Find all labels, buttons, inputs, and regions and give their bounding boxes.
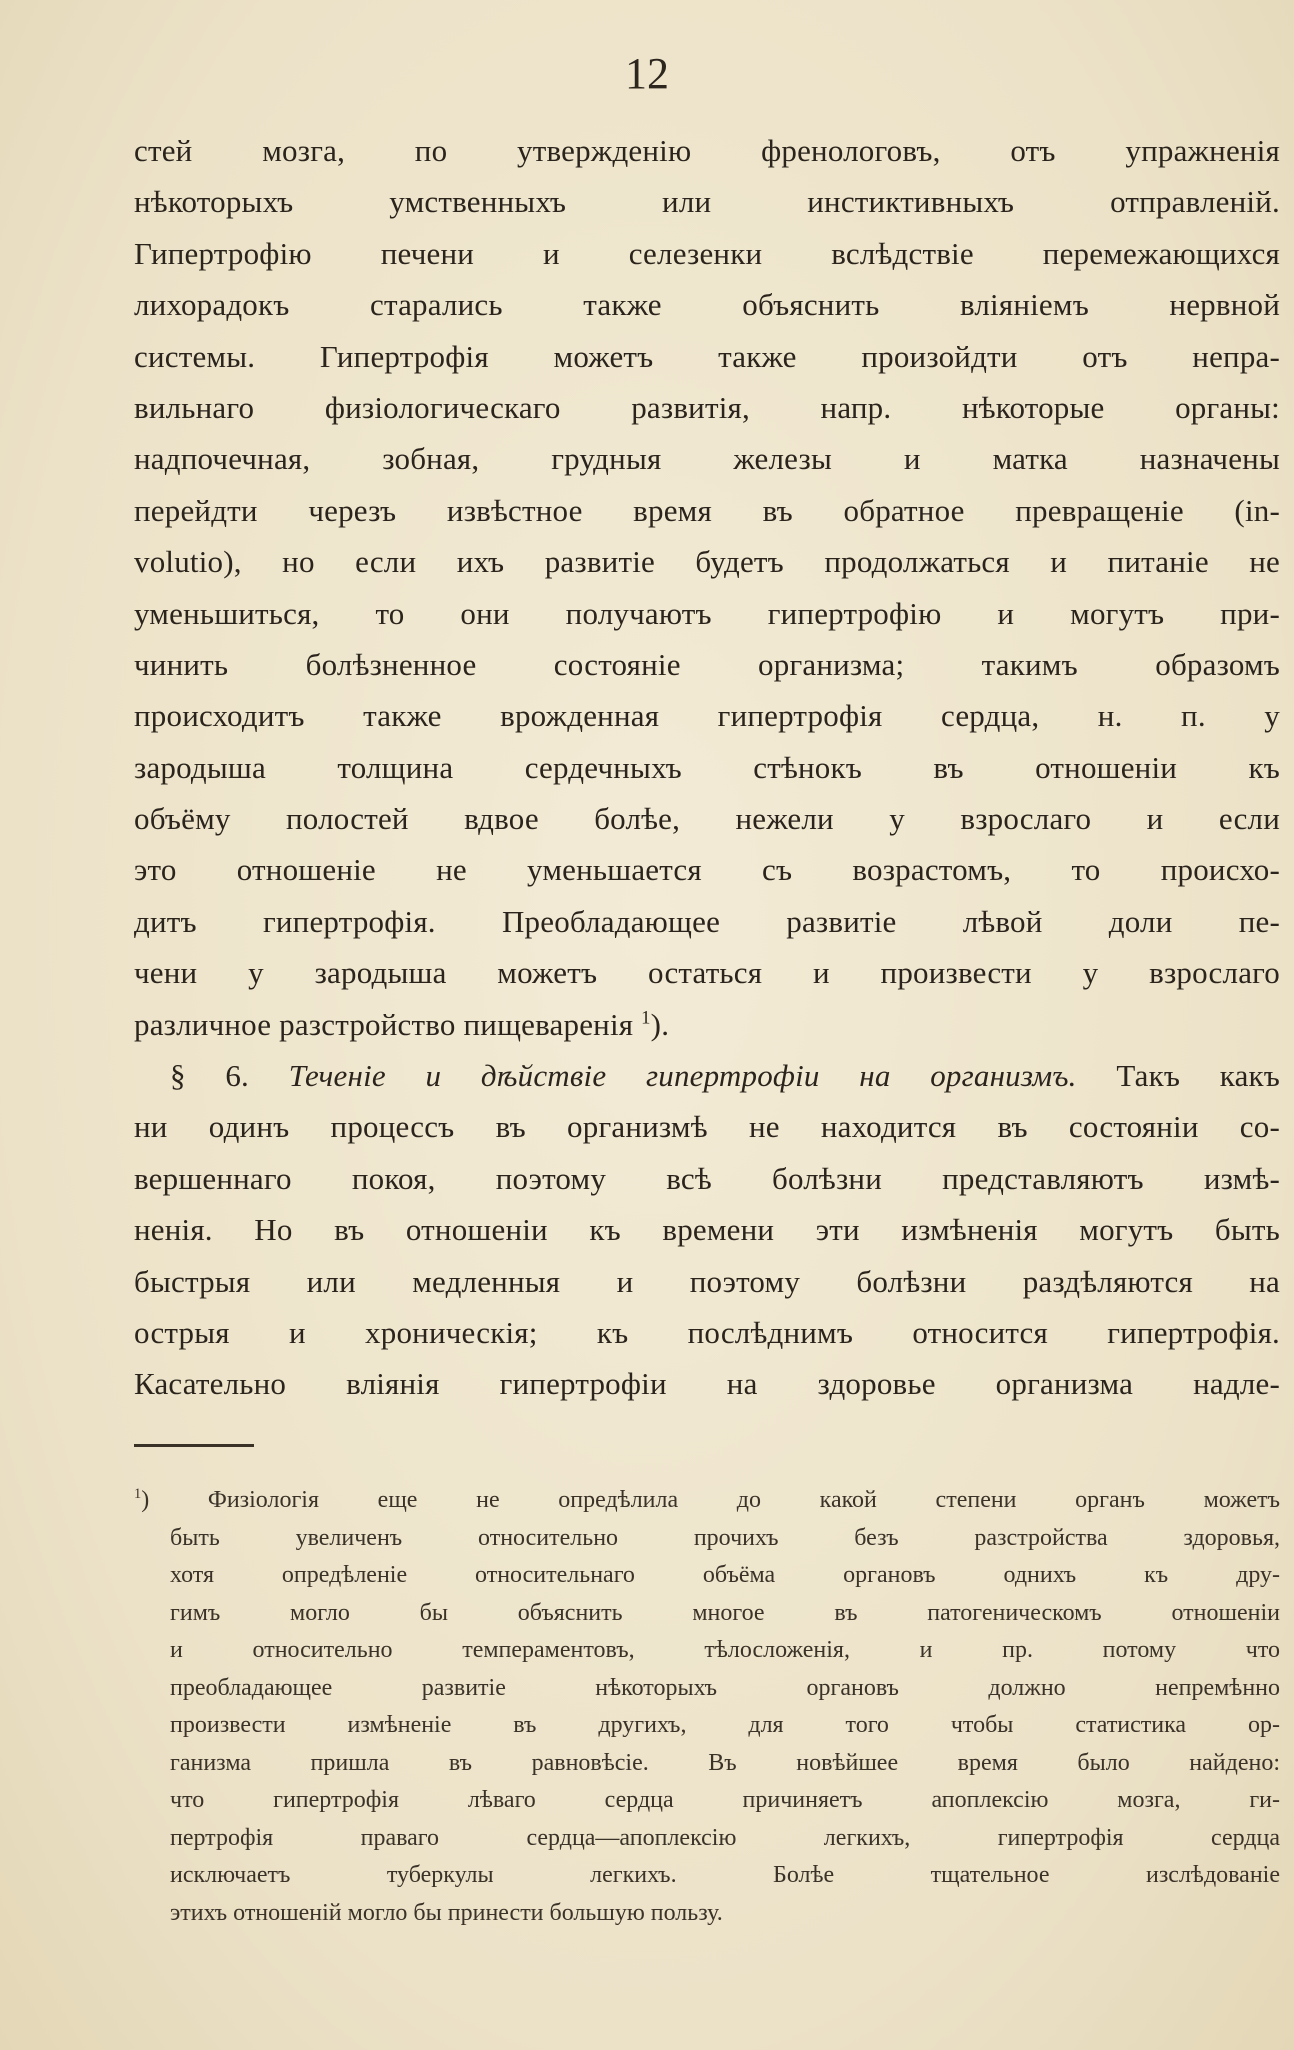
section-title: Теченіе и дѣйствіе гипертрофіи на организмъ. [288, 1058, 1077, 1094]
footnote-mark: 1 [134, 1486, 142, 1502]
text-line: объёму полостей вдвое болѣе, нежели у взрослаго и если [134, 801, 1280, 837]
footnote-line: исключаетъ туберкулы легкихъ. Болѣе тщательное изслѣдованіе [170, 1862, 1280, 1888]
footnote-line: пертрофія праваго сердца—апоплексію легкихъ, гипертрофія сердца [170, 1824, 1280, 1851]
footnote-line: и относительно темпераментовъ, тѣлосложенія, и пр. потому что [170, 1637, 1280, 1663]
page-number: 12 [625, 49, 669, 98]
text-line: чени у зародыша можетъ остаться и произвести у взрослаго [134, 955, 1280, 991]
text-line: быстрыя или медленныя и поэтому болѣзни раздѣляются на [134, 1263, 1280, 1299]
text-line: уменьшиться, то они получаютъ гипертрофію и могутъ при- [134, 595, 1280, 631]
text-fragment: различное разстройство пищеваренія [134, 1006, 634, 1042]
text-line: дитъ гипертрофія. Преобладающее развитіе лѣвой доли пе- [134, 903, 1280, 939]
footnote [134, 1482, 1280, 1932]
text-line-paragraph-end [134, 999, 1280, 1050]
footnote-line: этихъ отношеній могло бы принести большую пользу. [170, 1899, 723, 1926]
text-line: системы. Гипертрофія можетъ также произойдти отъ непра- [134, 338, 1280, 374]
section-heading-line [134, 1050, 1280, 1101]
footnote-text: ) Физіологія еще не опредѣлила до какой степени органъ можетъ [141, 1487, 1280, 1513]
footnote-line: что гипертрофія лѣваго сердца причиняетъ апоплексію мозга, ги- [170, 1787, 1280, 1813]
text-line: это отношеніе не уменьшается съ возрастомъ, то происхо- [134, 852, 1280, 888]
text-line: стей мозга, по утвержденію френологовъ, отъ упражненія [134, 133, 1280, 168]
text-line: чинить болѣзненное состояніе организма; такимъ образомъ [134, 646, 1280, 682]
text-line: зародыша толщина сердечныхъ стѣнокъ въ отношеніи къ [134, 749, 1280, 785]
text-line: Касательно вліянія гипертрофіи на здоровье организма надле- [134, 1366, 1280, 1402]
footnote-line: произвести измѣненіе въ другихъ, для того чтобы статистика ор- [170, 1712, 1280, 1738]
footnote-reference: 1 [641, 1007, 651, 1029]
footnote-line: гимъ могло бы объяснить многое въ патогеническомъ отношеніи [170, 1599, 1280, 1626]
text-line: ни одинъ процессъ въ организмѣ не находится въ состояніи со- [134, 1109, 1280, 1145]
text-line: надпочечная, зобная, грудныя железы и матка назначены [134, 441, 1280, 477]
text-line: вильнаго физіологическаго развитія, напр. нѣкоторые органы: [134, 389, 1280, 425]
footnote-line [134, 1482, 1280, 1520]
text-line: происходитъ также врожденная гипертрофія сердца, н. п. у [134, 698, 1280, 734]
footnote-line: преобладающее развитіе нѣкоторыхъ органовъ должно непремѣнно [170, 1674, 1280, 1701]
text-fragment: ). [650, 1006, 670, 1042]
text-line: перейдти черезъ извѣстное время въ обратное превращеніе (in- [134, 492, 1280, 528]
footnote-line: ганизма пришла въ равновѣсіе. Въ новѣйшее время было найдено: [170, 1749, 1280, 1776]
text-line: острыя и хроническія; къ послѣднимъ относится гипертрофія. [134, 1314, 1280, 1350]
text-fragment: Такъ какъ [1116, 1058, 1280, 1094]
footnote-line: хотя опредѣленіе относительнаго объёма органовъ однихъ къ дру- [170, 1562, 1280, 1588]
text-line: лихорадокъ старались также объяснить вліяніемъ нервной [134, 287, 1280, 323]
text-line: Гипертрофію печени и селезенки вслѣдствіе перемежающихся [134, 235, 1280, 271]
text-line: вершеннаго покоя, поэтому всѣ болѣзни представляютъ измѣ- [134, 1160, 1280, 1196]
text-line: volutio), но если ихъ развитіе будетъ продолжаться и питаніе не [134, 544, 1280, 580]
footnote-divider [134, 1444, 254, 1447]
text-line: ненія. Но въ отношеніи къ времени эти измѣненія могутъ быть [134, 1212, 1280, 1248]
text-line: нѣкоторыхъ умственныхъ или инстиктивныхъ отправленій. [134, 184, 1280, 220]
body-text [134, 125, 1280, 1410]
section-sign: § 6. [170, 1058, 250, 1094]
footnote-line: быть увеличенъ относительно прочихъ безъ разстройства здоровья, [170, 1524, 1280, 1551]
